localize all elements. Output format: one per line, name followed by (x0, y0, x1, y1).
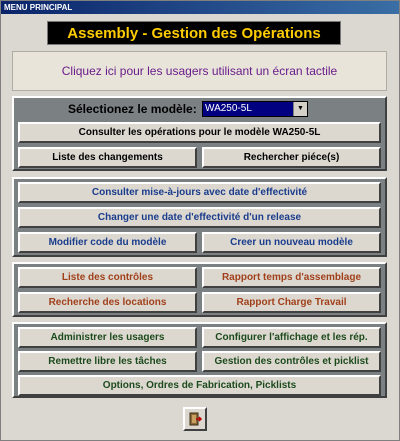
exit-door-icon (187, 411, 203, 427)
touchscreen-users-link[interactable]: Cliquez ici pour les usagers utilisant un écran tactile (12, 51, 387, 91)
assembly-time-report-button[interactable]: Rapport temps d'assemblage (202, 267, 381, 288)
model-select-row (14, 101, 385, 119)
modify-model-code-button[interactable]: Modifier code du modèle (18, 232, 197, 253)
free-tasks-button[interactable]: Remettre libre les tâches (18, 351, 197, 372)
reports-panel (12, 262, 387, 317)
admin-users-button[interactable]: Administrer les usagers (18, 327, 197, 348)
app-banner-title: Assembly - Gestion des Opérations (47, 21, 341, 45)
model-select-value: WA250-5L (205, 103, 252, 114)
change-effective-date-button[interactable]: Changer une date d'effectivité d'un release (18, 207, 381, 228)
window-title: MENU PRINCIPAL (1, 1, 399, 14)
search-parts-button[interactable]: Rechercher piéce(s) (202, 147, 381, 168)
administration-panel (12, 322, 387, 398)
create-model-button[interactable]: Creer un nouveau modèle (202, 232, 381, 253)
configure-display-button[interactable]: Configurer l'affichage et les rép. (202, 327, 381, 348)
chevron-down-icon[interactable]: ▼ (293, 102, 307, 116)
model-select-label: Sélectionez le modèle: (68, 102, 197, 116)
model-operations-panel (12, 96, 387, 171)
controls-list-button[interactable]: Liste des contrôles (18, 267, 197, 288)
search-locations-button[interactable]: Recherche des locations (18, 292, 197, 313)
controls-picklist-button[interactable]: Gestion des contrôles et picklist (202, 351, 381, 372)
workload-report-button[interactable]: Rapport Charge Travail (202, 292, 381, 313)
changes-list-button[interactable]: Liste des changements (18, 147, 197, 168)
model-updates-panel (12, 177, 387, 257)
model-select[interactable] (202, 101, 308, 117)
consult-operations-button[interactable]: Consulter les opérations pour le modèle WA250-5L (18, 122, 381, 143)
exit-button[interactable] (183, 407, 207, 431)
consult-updates-button[interactable]: Consulter mise-à-jours avec date d'effectivité (18, 182, 381, 203)
options-orders-picklists-button[interactable]: Options, Ordres de Fabrication, Picklists (18, 375, 381, 396)
